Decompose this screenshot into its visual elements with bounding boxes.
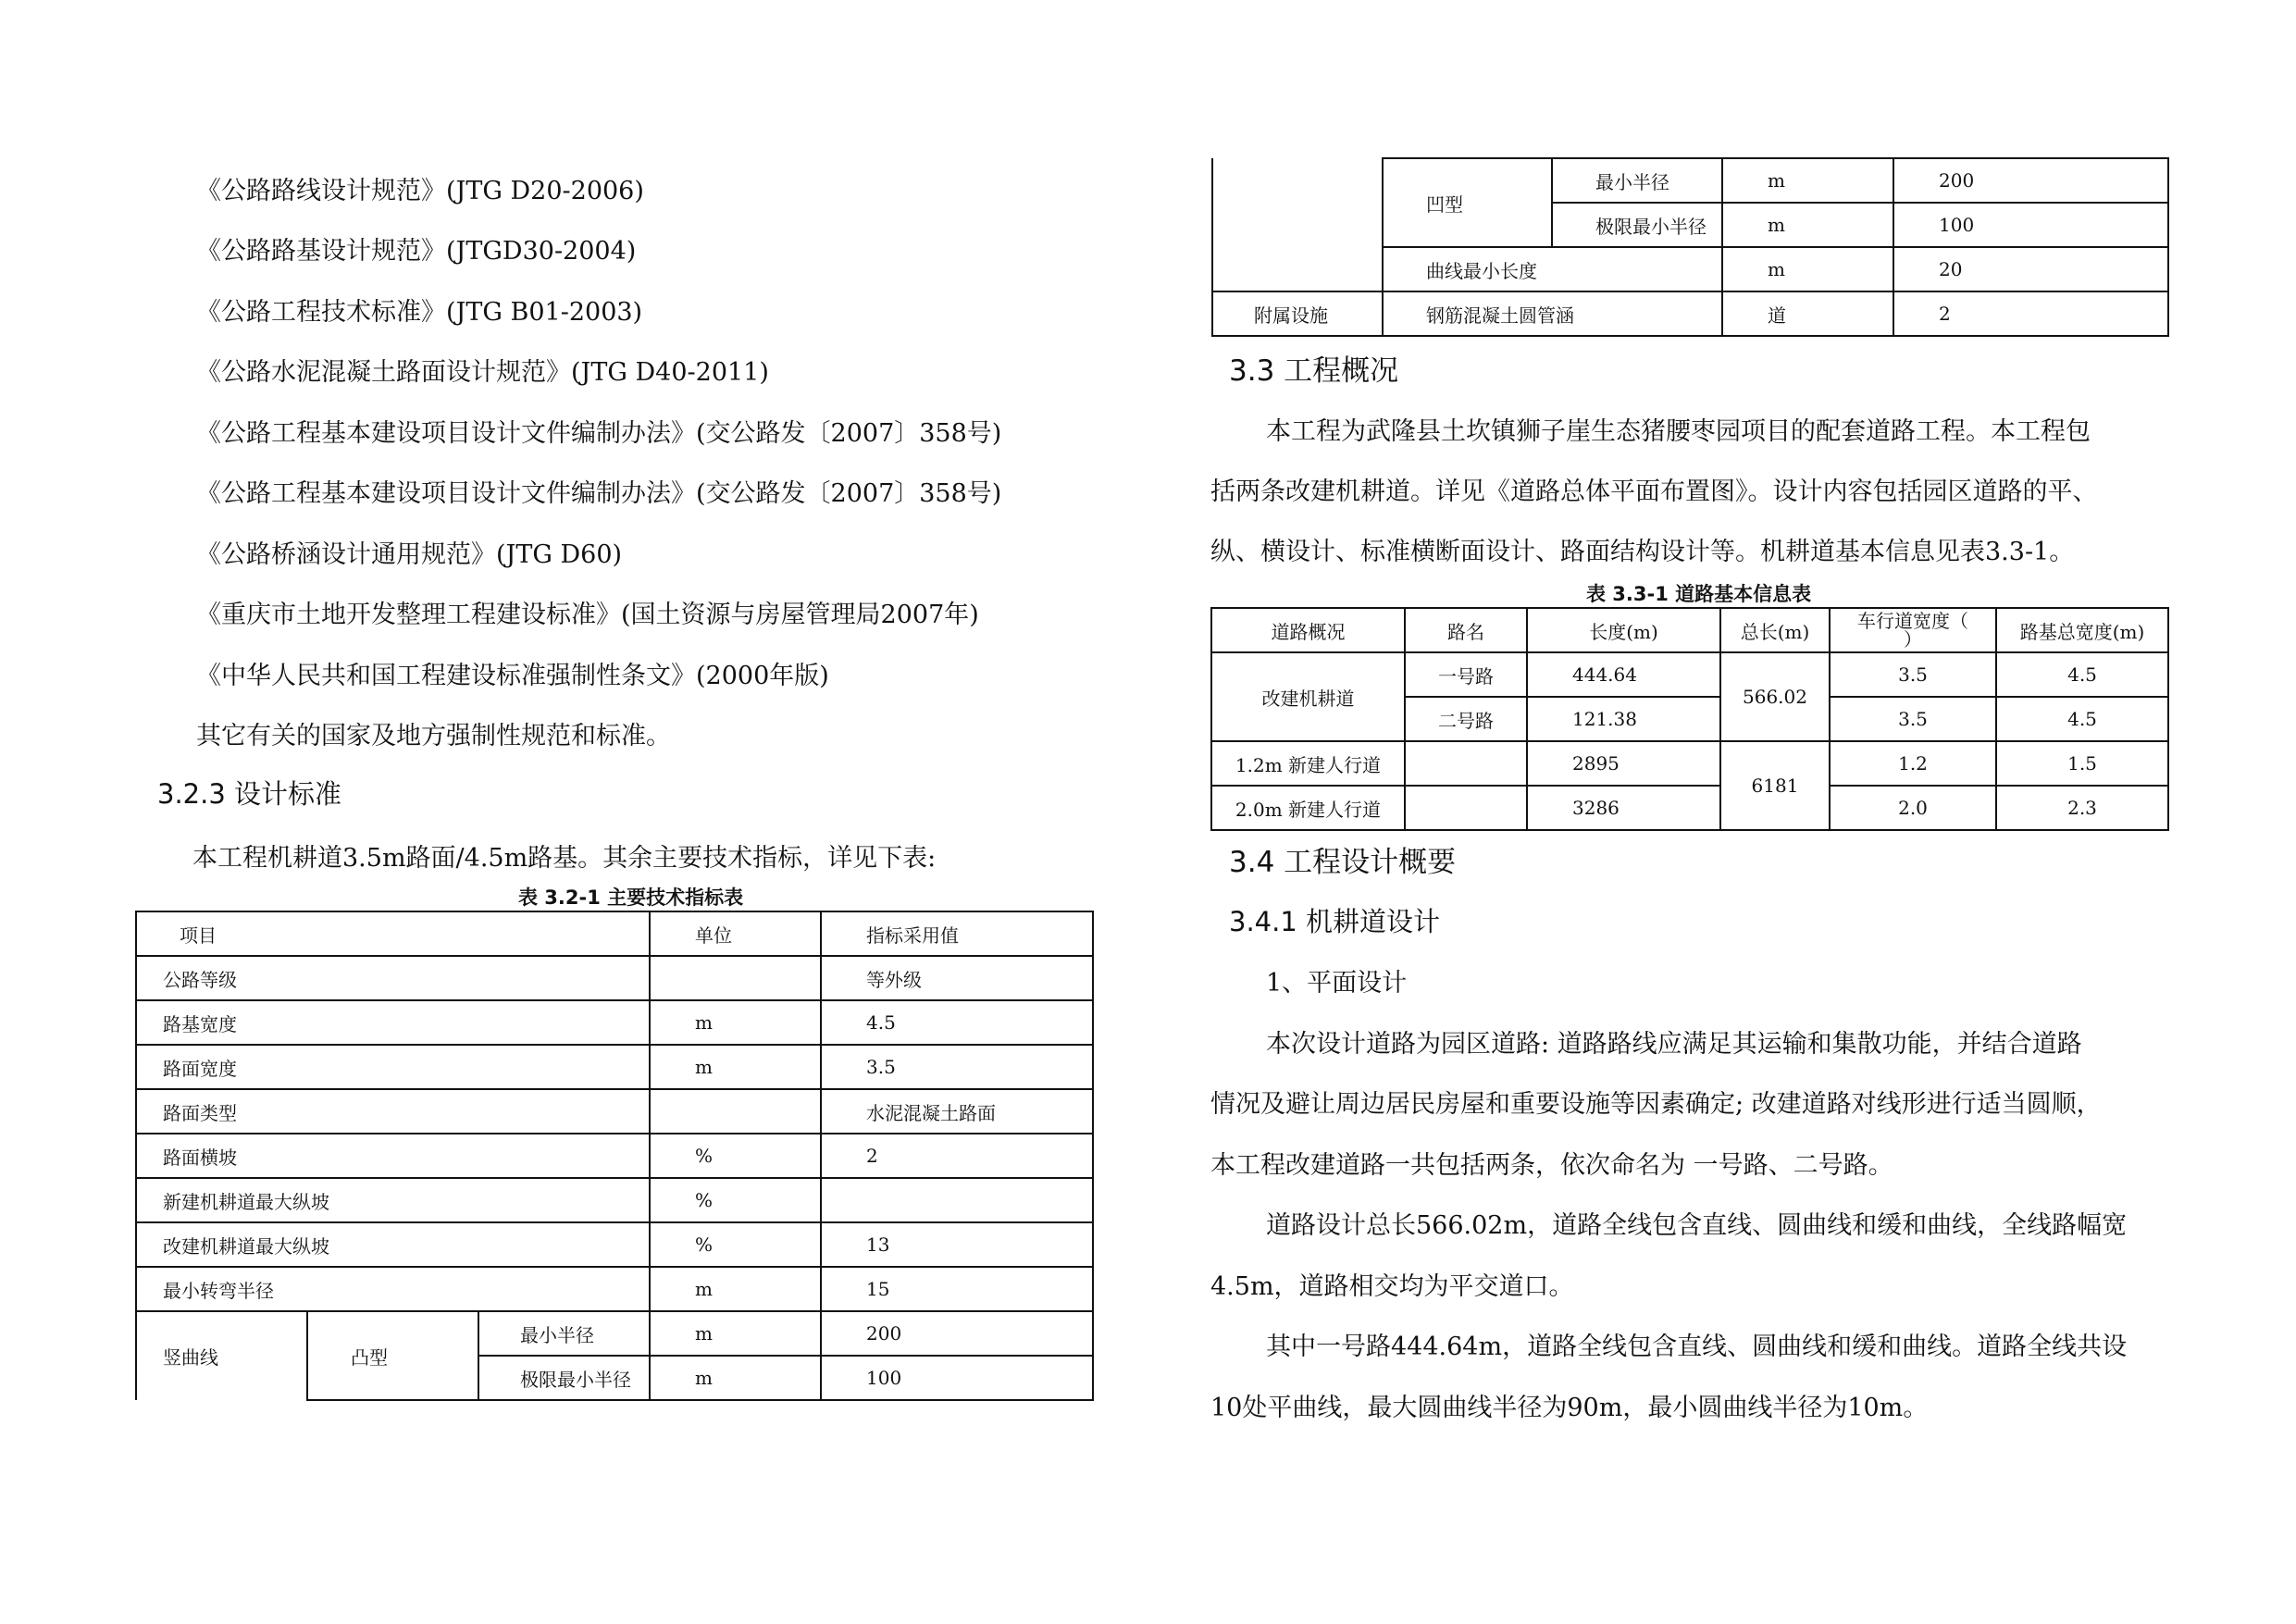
paragraph-line: 本工程为武隆县土坎镇狮子崖生态猪腰枣园项目的配套道路工程。本工程包 [1266, 417, 2091, 446]
reference-item: 《公路桥涵设计通用规范》(JTG D60) [196, 540, 623, 569]
paragraph-line: 其中一号路444.64m，道路全线包含直线、圆曲线和缓和曲线。道路全线共设 [1266, 1333, 2128, 1361]
reference-item: 《公路路线设计规范》(JTG D20-2006) [196, 177, 644, 205]
reference-item: 《中华人民共和国工程建设标准强制性条文》(2000年版) [196, 662, 829, 690]
table-header-cell: 路基总宽度(m) [1996, 608, 2168, 652]
table-cell: m [650, 1045, 821, 1089]
table-cell: 6181 [1720, 741, 1830, 830]
table-cell: 最小半径 [478, 1311, 650, 1356]
table-cell [1212, 158, 1383, 291]
table-cell: 凹型 [1383, 158, 1552, 247]
table-cell: 4.5 [1996, 697, 2168, 741]
paragraph-line: 10处平曲线，最大圆曲线半径为90m，最小圆曲线半径为10m。 [1210, 1394, 1929, 1422]
section-heading: 3.4 工程设计概要 [1229, 846, 1457, 879]
table-cell: 4.5 [1996, 652, 2168, 697]
table-cell: 444.64 [1527, 652, 1720, 697]
table-row [136, 1045, 1093, 1089]
table-cell: 极限最小半径 [478, 1356, 650, 1400]
table-cell: % [650, 1178, 821, 1222]
table-cell: 钢筋混凝土圆管涵 [1383, 291, 1722, 336]
reference-item: 《公路工程技术标准》(JTG B01-2003) [196, 298, 643, 327]
table-row [136, 956, 1093, 1000]
table-header-cell: 项目 [136, 911, 650, 956]
table-row [1211, 741, 2168, 786]
table-cell: 1.5 [1996, 741, 2168, 786]
table-cell: 3.5 [1830, 697, 1996, 741]
technical-index-table-continued [1211, 157, 2169, 337]
table-cell: 2 [821, 1134, 1093, 1178]
paragraph: 本工程机耕道3.5m路面/4.5m路基。其余主要技术指标，详见下表: [192, 844, 937, 873]
section-heading: 3.2.3 设计标准 [157, 778, 342, 810]
paragraph-line: 本次设计道路为园区道路: 道路路线应满足其运输和集散功能，并结合道路 [1266, 1030, 2082, 1059]
table-cell: 改建机耕道最大纵坡 [136, 1222, 650, 1267]
table-cell: 路基宽度 [136, 1000, 650, 1045]
table-cell: % [650, 1134, 821, 1178]
sub-heading: 1、平面设计 [1266, 969, 1408, 998]
paragraph-line: 道路设计总长566.02m，道路全线包含直线、圆曲线和缓和曲线，全线路幅宽 [1266, 1211, 2128, 1240]
table-row [136, 1089, 1093, 1134]
reference-item: 其它有关的国家及地方强制性规范和标准。 [196, 722, 671, 750]
table-cell: 最小半径 [1552, 158, 1722, 203]
reference-item: 《公路路基设计规范》(JTGD30-2004) [196, 237, 637, 266]
table-cell: 竖曲线 [136, 1311, 307, 1400]
table-cell [650, 1089, 821, 1134]
table-header-cell: 道路概况 [1211, 608, 1405, 652]
table-header-cell [1830, 608, 1996, 652]
table-cell [1405, 786, 1527, 830]
table-cell: 121.38 [1527, 697, 1720, 741]
table-cell: 2.0m 新建人行道 [1211, 786, 1405, 830]
table-cell: 路面横坡 [136, 1134, 650, 1178]
table-row [136, 1267, 1093, 1311]
table-cell: 改建机耕道 [1211, 652, 1405, 741]
table-cell: 3286 [1527, 786, 1720, 830]
table-cell: 路面宽度 [136, 1045, 650, 1089]
table-cell: 566.02 [1720, 652, 1830, 741]
table-cell: 最小转弯半径 [136, 1267, 650, 1311]
table-row [136, 1311, 1093, 1356]
table-cell [1405, 741, 1527, 786]
paragraph-line: 纵、横设计、标准横断面设计、路面结构设计等。机耕道基本信息见表3.3-1。 [1210, 538, 2075, 566]
table-cell: 公路等级 [136, 956, 650, 1000]
table-cell: 道 [1722, 291, 1893, 336]
road-info-table [1210, 607, 2169, 831]
table-header-cell: 单位 [650, 911, 821, 956]
table-cell: 曲线最小长度 [1383, 247, 1722, 291]
table-header-cell: 路名 [1405, 608, 1527, 652]
table-cell: m [650, 1000, 821, 1045]
table-cell [821, 1178, 1093, 1222]
table-caption: 表 3.3-1 道路基本信息表 [1586, 583, 1812, 605]
table-cell: 200 [1893, 158, 2168, 203]
table-cell: 2895 [1527, 741, 1720, 786]
table-cell: 二号路 [1405, 697, 1527, 741]
table-cell: 2.0 [1830, 786, 1996, 830]
subsection-heading: 3.4.1 机耕道设计 [1229, 906, 1441, 937]
paragraph-line: 情况及避让周边居民房屋和重要设施等因素确定; 改建道路对线形进行适当圆顺， [1210, 1090, 2102, 1119]
reference-item: 《公路工程基本建设项目设计文件编制办法》(交公路发〔2007〕358号) [196, 419, 1002, 448]
table-cell: 新建机耕道最大纵坡 [136, 1178, 650, 1222]
header-text-tail: ） [1904, 628, 1922, 651]
table-cell: 极限最小半径 [1552, 203, 1722, 247]
table-cell: 20 [1893, 247, 2168, 291]
table-header-cell: 指标采用值 [821, 911, 1093, 956]
table-cell: m [1722, 247, 1893, 291]
table-row [1212, 291, 2168, 336]
table-row [136, 1222, 1093, 1267]
header-text: 车行道宽度（ [1857, 610, 1968, 632]
table-header-cell: 总长(m) [1720, 608, 1830, 652]
table-cell: 凸型 [307, 1311, 478, 1400]
table-cell: 100 [1893, 203, 2168, 247]
reference-item: 《公路水泥混凝土路面设计规范》(JTG D40-2011) [196, 358, 769, 387]
table-cell: 一号路 [1405, 652, 1527, 697]
table-cell: 4.5 [821, 1000, 1093, 1045]
table-row [136, 1134, 1093, 1178]
table-cell: 1.2 [1830, 741, 1996, 786]
table-cell: 水泥混凝土路面 [821, 1089, 1093, 1134]
table-cell: 1.2m 新建人行道 [1211, 741, 1405, 786]
table-caption: 表 3.2-1 主要技术指标表 [518, 886, 744, 909]
paragraph-line: 4.5m，道路相交均为平交道口。 [1210, 1272, 1574, 1301]
table-cell: 2.3 [1996, 786, 2168, 830]
table-cell: 路面类型 [136, 1089, 650, 1134]
table-row [136, 1178, 1093, 1222]
table-cell: % [650, 1222, 821, 1267]
technical-index-table [135, 911, 1094, 1401]
table-cell: 2 [1893, 291, 2168, 336]
table-cell [650, 956, 821, 1000]
table-row [1211, 652, 2168, 697]
section-heading: 3.3 工程概况 [1229, 354, 1399, 388]
table-cell: 13 [821, 1222, 1093, 1267]
table-row [1212, 158, 2168, 203]
table-cell: m [650, 1356, 821, 1400]
table-cell: 3.5 [1830, 652, 1996, 697]
table-cell: m [650, 1311, 821, 1356]
reference-item: 《公路工程基本建设项目设计文件编制办法》(交公路发〔2007〕358号) [196, 479, 1002, 508]
paragraph-line: 括两条改建机耕道。详见《道路总体平面布置图》。设计内容包括园区道路的平、 [1210, 477, 2098, 506]
table-row [136, 1000, 1093, 1045]
table-cell: m [650, 1267, 821, 1311]
reference-item: 《重庆市土地开发整理工程建设标准》(国土资源与房屋管理局2007年) [196, 601, 979, 629]
table-row [1211, 786, 2168, 830]
table-header-cell: 长度(m) [1527, 608, 1720, 652]
table-header-row [1211, 608, 2168, 652]
table-cell: m [1722, 203, 1893, 247]
table-cell: 3.5 [821, 1045, 1093, 1089]
table-cell: 等外级 [821, 956, 1093, 1000]
table-cell: 100 [821, 1356, 1093, 1400]
table-cell: 200 [821, 1311, 1093, 1356]
table-cell: m [1722, 158, 1893, 203]
paragraph-line: 本工程改建道路一共包括两条，依次命名为 一号路、二号路。 [1210, 1151, 1893, 1180]
table-cell: 附属设施 [1212, 291, 1383, 336]
table-cell: 15 [821, 1267, 1093, 1311]
table-header-row [136, 911, 1093, 956]
